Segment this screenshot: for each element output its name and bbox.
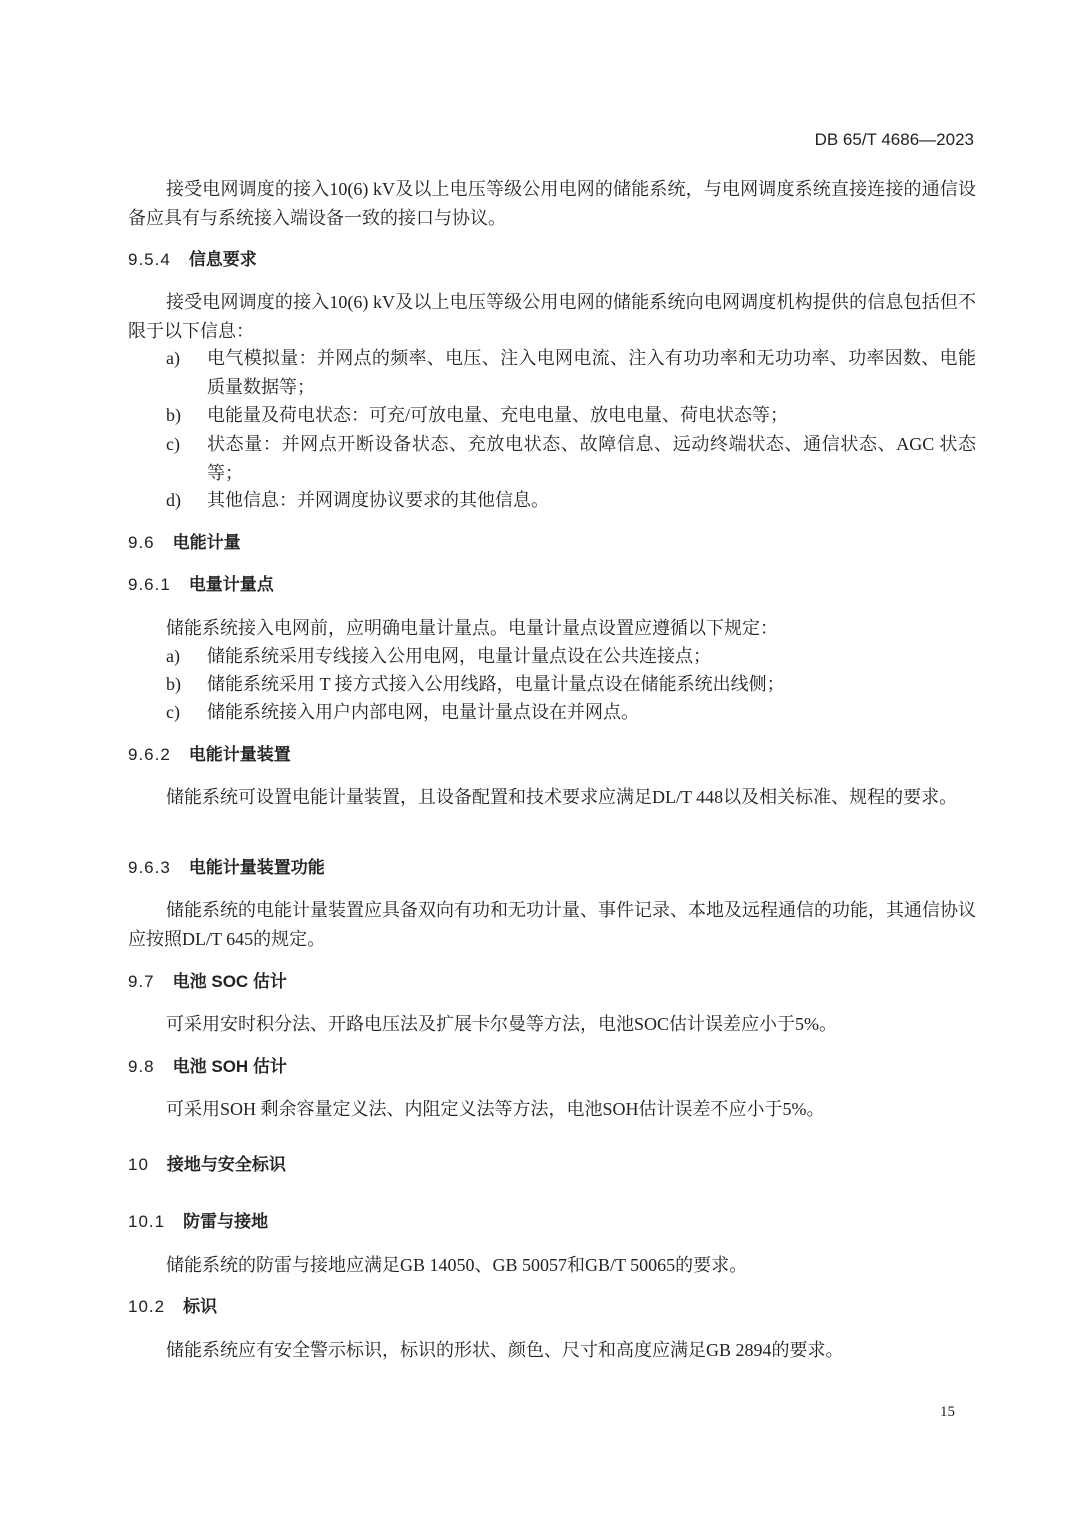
list-marker: a) <box>166 348 180 368</box>
section-title: 接地与安全标识 <box>166 1155 286 1174</box>
list-marker: a) <box>166 646 180 666</box>
page-number: 15 <box>940 1404 955 1420</box>
document-id-header: DB 65/T 4686—2023 <box>814 130 974 149</box>
list-text: 状态量：并网点开断设备状态、充放电状态、故障信息、远动终端状态、通信状态、AGC 状态等； <box>207 434 976 483</box>
section-heading-9-6-2 <box>128 741 291 769</box>
list-item <box>166 670 976 699</box>
section-heading-10-2 <box>128 1293 217 1321</box>
section-title: 电池 SOC 估计 <box>172 972 287 991</box>
section-title: 电量计量点 <box>188 575 274 594</box>
list-item <box>166 698 976 727</box>
paragraph: 储能系统应有安全警示标识，标识的形状、颜色、尺寸和高度应满足GB 2894的要求。 <box>166 1340 844 1360</box>
paragraph: 可采用安时积分法、开路电压法及扩展卡尔曼等方法，电池SOC估计误差应小于5%。 <box>166 1014 838 1034</box>
list-marker: c) <box>166 702 180 722</box>
section-number: 10.1 <box>128 1212 166 1231</box>
section-heading-9-7 <box>128 968 287 996</box>
paragraph: 接受电网调度的接入10(6) kV及以上电压等级公用电网的储能系统向电网调度机构提供的信息包括但不限于以下信息： <box>128 292 976 341</box>
list-marker: c) <box>166 434 180 454</box>
section-heading-9-6-3 <box>128 854 325 882</box>
list-item <box>166 344 976 401</box>
section-heading-9-8 <box>128 1053 287 1081</box>
paragraph: 可采用SOH 剩余容量定义法、内阻定义法等方法，电池SOH估计误差不应小于5%。 <box>166 1099 825 1119</box>
paragraph: 储能系统接入电网前，应明确电量计量点。电量计量点设置应遵循以下规定： <box>166 618 778 638</box>
paragraph: 储能系统的防雷与接地应满足GB 14050、GB 50057和GB/T 50065的要求。 <box>166 1255 748 1275</box>
list-text: 其他信息：并网调度协议要求的其他信息。 <box>207 490 549 510</box>
list-text: 储能系统接入用户内部电网，电量计量点设在并网点。 <box>207 702 639 722</box>
section-title: 防雷与接地 <box>183 1212 269 1231</box>
section-number: 9.7 <box>128 972 155 991</box>
list-text: 电气模拟量：并网点的频率、电压、注入电网电流、注入有功功率和无功功率、功率因数、电能质量数据等； <box>207 348 976 397</box>
list-item <box>166 430 976 487</box>
section-number: 10.2 <box>128 1297 166 1316</box>
list-text: 储能系统采用 T 接方式接入公用线路，电量计量点设在储能系统出线侧； <box>207 674 785 694</box>
section-heading-9-6-1 <box>128 571 274 599</box>
section-title: 电能计量装置功能 <box>188 858 325 877</box>
list-marker: b) <box>166 405 181 425</box>
section-number: 9.6.3 <box>128 858 171 877</box>
section-title: 电池 SOH 估计 <box>172 1057 287 1076</box>
section-number: 9.6.2 <box>128 745 171 764</box>
list-item <box>166 401 976 430</box>
paragraph: 储能系统的电能计量装置应具备双向有功和无功计量、事件记录、本地及远程通信的功能，其通信协议应按照DL/T 645的规定。 <box>128 900 976 949</box>
section-title: 信息要求 <box>188 250 257 269</box>
section-heading-10 <box>128 1151 286 1179</box>
paragraph: 储能系统可设置电能计量装置，且设备配置和技术要求应满足DL/T 448以及相关标准、规程的要求。 <box>166 787 958 807</box>
list-marker: b) <box>166 674 181 694</box>
list-item <box>166 486 976 515</box>
section-number: 10 <box>128 1155 149 1174</box>
section-number: 9.6.1 <box>128 575 171 594</box>
section-number: 9.5.4 <box>128 250 171 269</box>
section-heading-9-5-4 <box>128 246 257 274</box>
section-title: 电能计量装置 <box>188 745 291 764</box>
section-number: 9.6 <box>128 533 155 552</box>
paragraph: 接受电网调度的接入10(6) kV及以上电压等级公用电网的储能系统，与电网调度系统直接连接的通信设备应具有与系统接入端设备一致的接口与协议。 <box>128 179 976 228</box>
section-title: 电能计量 <box>172 533 241 552</box>
list-item <box>166 642 976 671</box>
section-title: 标识 <box>183 1297 218 1316</box>
section-heading-10-1 <box>128 1208 268 1236</box>
list-text: 储能系统采用专线接入公用电网，电量计量点设在公共连接点； <box>207 646 711 666</box>
section-heading-9-6 <box>128 529 241 557</box>
list-marker: d) <box>166 490 181 510</box>
list-text: 电能量及荷电状态：可充/可放电量、充电电量、放电电量、荷电状态等； <box>207 405 788 425</box>
section-number: 9.8 <box>128 1057 155 1076</box>
